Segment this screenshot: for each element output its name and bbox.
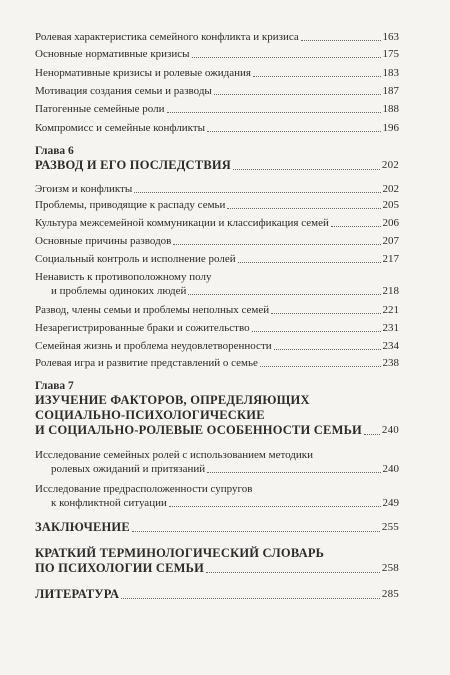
- dot-leader: [214, 94, 381, 95]
- literature-entry[interactable]: [35, 587, 399, 602]
- toc-entry-page: 205: [382, 199, 399, 211]
- dot-leader: [271, 313, 380, 314]
- toc-entry-title: Патогенные семейные роли: [35, 103, 165, 115]
- toc-entry-title: Компромисс и семейные конфликты: [35, 122, 206, 134]
- toc-entry[interactable]: [35, 356, 399, 370]
- toc-entry-title: Мотивация создания семьи и разводы: [35, 85, 212, 97]
- toc-entry-page: 207: [382, 235, 399, 247]
- glossary-title-line2: ПО ПСИХОЛОГИИ СЕМЬИ: [35, 561, 205, 575]
- toc-entry-page: 240: [382, 463, 399, 475]
- toc-entry-title: Основные причины разводов: [35, 235, 172, 247]
- toc-entry[interactable]: [35, 216, 399, 230]
- conclusion-title: ЗАКЛЮЧЕНИЕ: [35, 520, 130, 534]
- toc-entry-page: 163: [382, 31, 399, 43]
- dot-leader: [253, 76, 381, 77]
- dot-leader: [252, 331, 381, 332]
- toc-entry-title: Ролевая характеристика семейного конфликта и кризиса: [35, 31, 299, 43]
- toc-entry-page: 175: [382, 48, 399, 60]
- dot-leader: [132, 531, 380, 532]
- toc-entry[interactable]: [35, 198, 399, 212]
- chapter-label: Глава 7: [35, 380, 74, 392]
- toc-entry-title-line2: и проблемы одиноких людей: [51, 285, 187, 297]
- chapter-title-line1: ИЗУЧЕНИЕ ФАКТОРОВ, ОПРЕДЕЛЯЮЩИХ: [35, 393, 310, 407]
- toc-entry-title: Основные нормативные кризисы: [35, 48, 190, 60]
- conclusion-page: 255: [381, 521, 399, 533]
- toc-entry-title-line1: Ненависть к противоположному полу: [35, 271, 212, 283]
- dot-leader: [364, 434, 380, 435]
- toc-entry[interactable]: [35, 321, 399, 335]
- toc-entry-title: Ролевая игра и развитие представлений о семье: [35, 357, 258, 369]
- dot-leader: [192, 57, 381, 58]
- toc-entry-page: 249: [382, 497, 399, 509]
- toc-entry-title: Развод, члены семьи и проблемы неполных семей: [35, 304, 270, 316]
- dot-leader: [274, 349, 381, 350]
- dot-leader: [134, 192, 380, 193]
- glossary-title-line1: КРАТКИЙ ТЕРМИНОЛОГИЧЕСКИЙ СЛОВАРЬ: [35, 546, 325, 560]
- toc-entry-title-line2: к конфликтной ситуации: [51, 497, 167, 509]
- dot-leader: [173, 244, 380, 245]
- toc-entry-page: 196: [382, 122, 399, 134]
- toc-entry-page: 231: [382, 322, 399, 334]
- toc-entry[interactable]: [35, 234, 399, 248]
- dot-leader: [238, 262, 381, 263]
- dot-leader: [260, 366, 381, 367]
- toc-entry-page: 238: [382, 357, 399, 369]
- chapter-label: Глава 6: [35, 145, 74, 157]
- dot-leader: [331, 226, 381, 227]
- chapter-title[interactable]: [35, 158, 399, 173]
- toc-entry-page: 218: [382, 285, 399, 297]
- chapter-page: 240: [381, 424, 399, 436]
- toc-entry-title: Социальный контроль и исполнение ролей: [35, 253, 236, 265]
- chapter-title-line2: СОЦИАЛЬНО-ПСИХОЛОГИЧЕСКИЕ: [35, 408, 265, 422]
- toc-entry-title-line1: Исследование предрасположенности супругов: [35, 483, 253, 495]
- toc-entry[interactable]: [35, 482, 399, 510]
- chapter-title-line3: И СОЦИАЛЬНО-РОЛЕВЫЕ ОСОБЕННОСТИ СЕМЬИ: [35, 423, 362, 437]
- toc-entry[interactable]: [35, 339, 399, 353]
- dot-leader: [206, 572, 380, 573]
- chapter-title-text: РАЗВОД И ЕГО ПОСЛЕДСТВИЯ: [35, 158, 232, 172]
- toc-entry-page: 183: [382, 67, 399, 79]
- glossary-entry[interactable]: [35, 546, 399, 576]
- dot-leader: [169, 506, 381, 507]
- chapter-title[interactable]: [35, 393, 399, 438]
- glossary-page: 258: [381, 562, 399, 574]
- toc-entry-page: 206: [382, 217, 399, 229]
- literature-page: 285: [381, 588, 399, 600]
- toc-entry[interactable]: [35, 182, 399, 196]
- toc-entry-title: Проблемы, приводящие к распаду семьи: [35, 199, 226, 211]
- toc-entry-title: Незарегистрированные браки и сожительство: [35, 322, 250, 334]
- toc-entry-title: Эгоизм и конфликты: [35, 183, 133, 195]
- toc-entry[interactable]: [35, 102, 399, 116]
- toc-entry-title: Ненормативные кризисы и ролевые ожидания: [35, 67, 251, 79]
- toc-entry[interactable]: [35, 66, 399, 80]
- toc-entry[interactable]: [35, 47, 399, 61]
- toc-entry-title: Культура межсемейной коммуникации и классификация семей: [35, 217, 329, 229]
- chapter-page: 202: [381, 159, 399, 171]
- dot-leader: [207, 472, 380, 473]
- toc-entry-title: Семейная жизнь и проблема неудовлетворенности: [35, 340, 272, 352]
- toc-entry[interactable]: [35, 252, 399, 266]
- dot-leader: [227, 208, 380, 209]
- toc-entry-title-line1: Исследование семейных ролей с использованием методики: [35, 449, 314, 461]
- toc-entry[interactable]: [35, 448, 399, 476]
- toc-entry[interactable]: [35, 303, 399, 317]
- toc-entry[interactable]: [35, 30, 399, 44]
- toc-entry[interactable]: [35, 84, 399, 98]
- conclusion-entry[interactable]: [35, 520, 399, 535]
- toc-entry-page: 234: [382, 340, 399, 352]
- dot-leader: [301, 40, 381, 41]
- toc-entry[interactable]: [35, 270, 399, 298]
- toc-entry-page: 187: [382, 85, 399, 97]
- dot-leader: [121, 598, 380, 599]
- toc-entry[interactable]: [35, 121, 399, 135]
- dot-leader: [207, 131, 380, 132]
- toc-entry-page: 217: [382, 253, 399, 265]
- dot-leader: [167, 112, 381, 113]
- dot-leader: [233, 169, 380, 170]
- toc-entry-page: 188: [382, 103, 399, 115]
- toc-entry-title-line2: ролевых ожиданий и притязаний: [51, 463, 206, 475]
- dot-leader: [188, 294, 380, 295]
- toc-entry-page: 202: [382, 183, 399, 195]
- toc-entry-page: 221: [382, 304, 399, 316]
- literature-title: ЛИТЕРАТУРА: [35, 587, 120, 601]
